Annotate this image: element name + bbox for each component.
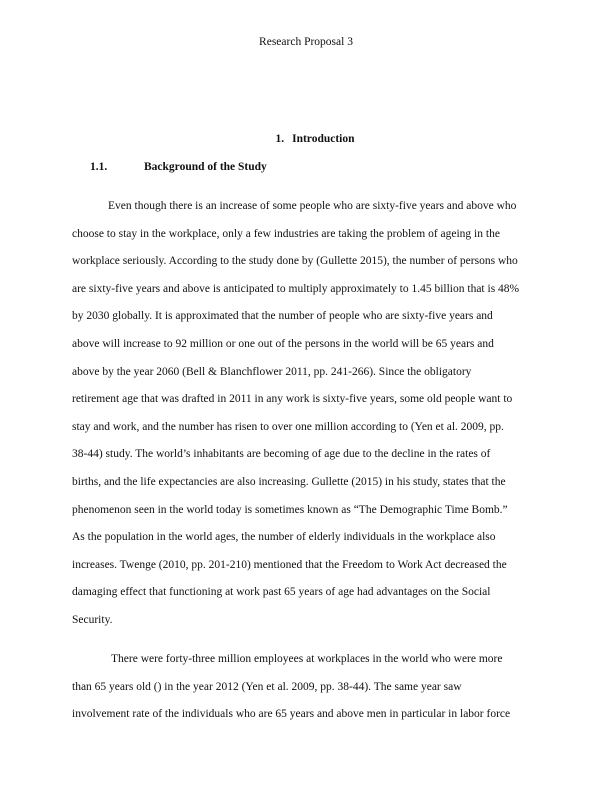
subsection-title: Background of the Study bbox=[144, 161, 267, 173]
text-line: Even though there is an increase of some people who are sixty-five years and above who bbox=[108, 200, 517, 212]
text-line: workplace seriously. According to the study done by (Gullette 2015), the number of persons who bbox=[72, 255, 518, 268]
text-line: phenomenon seen in the world today is sometimes known as “The Demographic Time Bomb.” bbox=[72, 503, 508, 516]
subsection-number: 1.1. bbox=[90, 161, 108, 173]
paragraph-1 bbox=[72, 199, 542, 641]
subsection-heading bbox=[90, 161, 267, 173]
text-line: retirement age that was drafted in 2011 in any work is sixty-five years, some old people want to bbox=[72, 393, 513, 406]
text-line: are sixty-five years and above is anticipated to multiply approximately to 1.45 billion that is 48% bbox=[72, 282, 520, 295]
text-line: damaging effect that functioning at work past 65 years of age had advantages on the Social bbox=[72, 586, 491, 599]
text-line: above will increase to 92 million or one out of the persons in the world will be 65 years and bbox=[72, 337, 494, 350]
text-line: choose to stay in the workplace, only a few industries are taking the problem of ageing in the bbox=[72, 227, 500, 240]
text-line: involvement rate of the individuals who are 65 years and above men in particular in labor force bbox=[72, 708, 511, 721]
text-line: increases. Twenge (2010, pp. 201-210) mentioned that the Freedom to Work Act decreased the bbox=[72, 558, 507, 571]
text-line: by 2030 globally. It is approximated that the number of people who are sixty-five years and bbox=[72, 310, 493, 323]
text-line: births, and the life expectancies are also increasing. Gullette (2015) in his study, states that the bbox=[72, 475, 506, 488]
section-title: Introduction bbox=[292, 133, 355, 145]
section-number: 1. bbox=[275, 133, 285, 145]
text-line: than 65 years old () in the year 2012 (Yen et al. 2009, pp. 38-44). The same year saw bbox=[72, 680, 462, 693]
text-line: 38-44) study. The world’s inhabitants are becoming of age due to the decline in the rates of bbox=[72, 448, 491, 461]
text-line: above by the year 2060 (Bell & Blanchflower 2011, pp. 241-266). Since the obligatory bbox=[72, 365, 472, 378]
text-line: stay and work, and the number has risen to over one million according to (Yen et al. 2009, pp. bbox=[72, 420, 504, 433]
running-head: Research Proposal 3 bbox=[259, 36, 353, 48]
paragraph-2 bbox=[72, 652, 542, 735]
text-line: There were forty-three million employees at workplaces in the world who were more bbox=[111, 653, 503, 665]
section-heading bbox=[0, 133, 612, 145]
text-line: As the population in the world ages, the number of elderly individuals in the workplace also bbox=[72, 531, 496, 544]
text-line: Security. bbox=[72, 613, 113, 626]
